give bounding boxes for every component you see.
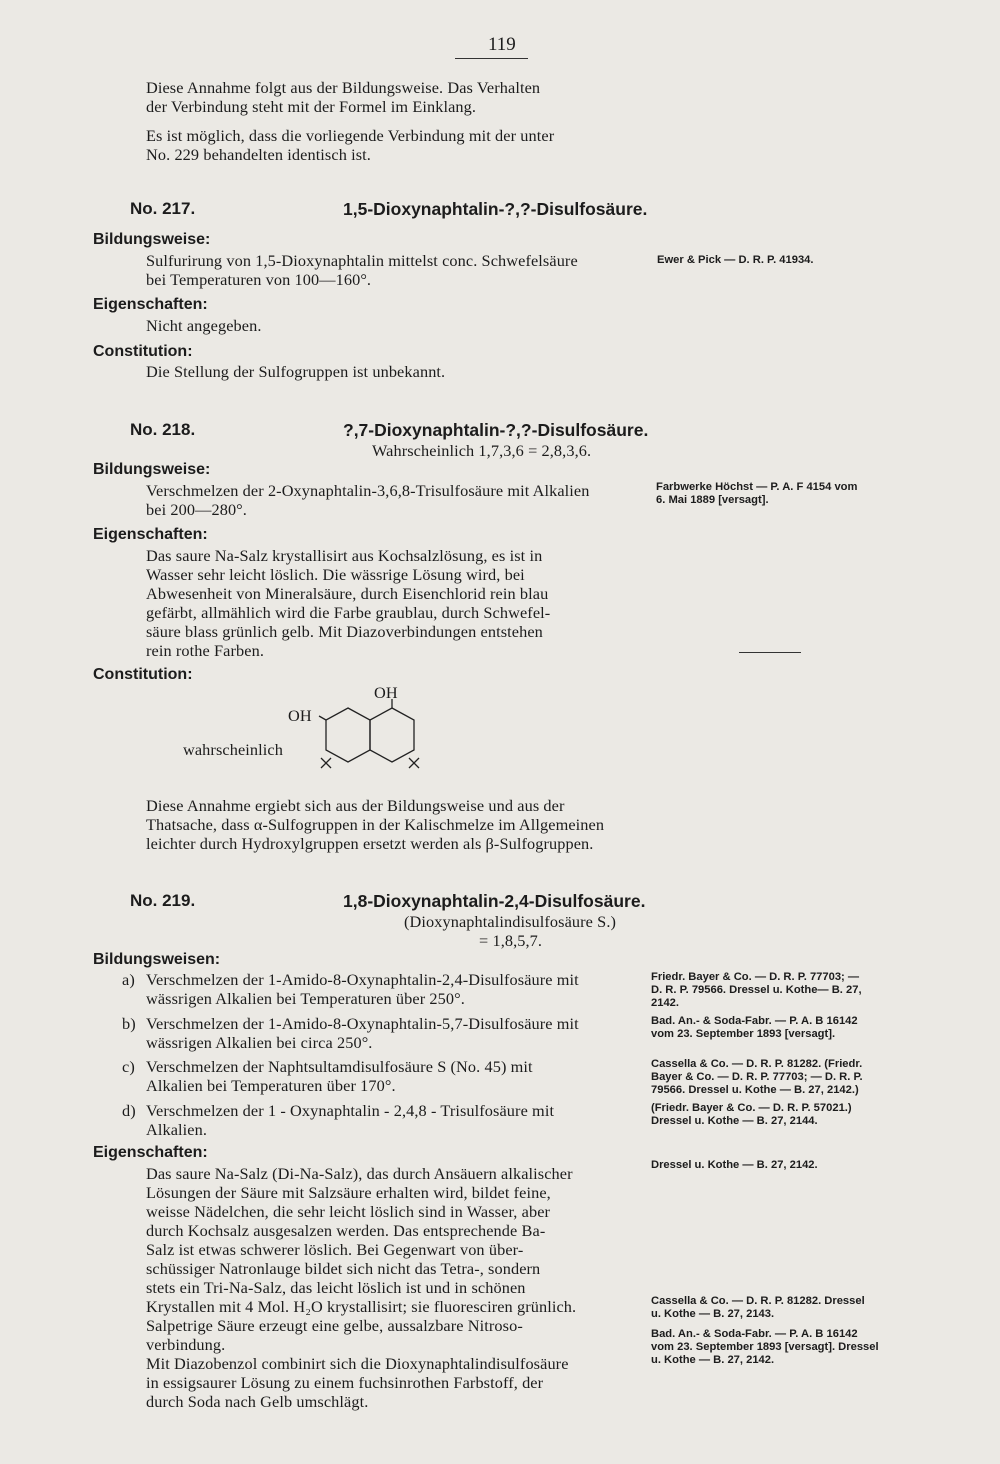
entry-title: ?,7-Dioxynaphtalin-?,?-Disulfosäure. <box>343 420 649 440</box>
body-line: Alkalien bei Temperaturen über 170°. <box>146 1076 396 1095</box>
body-line: Mit Diazobenzol combinirt sich die Dioxynaphtalindisulfosäure <box>146 1354 569 1373</box>
oh-label: OH <box>288 706 312 725</box>
side-reference: Bayer & Co. — D. R. P. 77703; — D. R. P. <box>651 1071 863 1083</box>
body-line: Das saure Na-Salz (Di-Na-Salz), das durch Ansäuern alkalischer <box>146 1164 573 1183</box>
body-line: Wasser sehr leicht löslich. Die wässrige Lösung wird, bei <box>146 565 525 584</box>
intro-line: der Verbindung steht mit der Formel im Einklang. <box>146 97 477 116</box>
side-reference: 79566. Dressel u. Kothe — B. 27, 2142.) <box>651 1084 859 1096</box>
body-line: Nicht angegeben. <box>146 316 262 335</box>
body-line: bei 200—280°. <box>146 500 247 519</box>
entry-subtitle: = 1,8,5,7. <box>479 931 543 950</box>
page-number-rule <box>455 58 528 59</box>
list-marker: b) <box>122 1014 136 1033</box>
intro-line: No. 229 behandelten identisch ist. <box>146 145 371 164</box>
side-reference: Bad. An.- & Soda-Fabr. — P. A. B 16142 <box>651 1328 858 1340</box>
body-line: Lösungen der Säure mit Salzsäure erhalten wird, bildet feine, <box>146 1183 551 1202</box>
body-line: leichter durch Hydroxylgruppen ersetzt werden als β-Sulfogruppen. <box>146 834 594 853</box>
short-rule <box>739 652 801 653</box>
side-reference: 2142. <box>651 997 679 1009</box>
section-heading: Bildungsweisen: <box>93 951 221 968</box>
body-line: Verschmelzen der 1-Amido-8-Oxynaphtalin-5,7-Disulfosäure mit <box>146 1014 579 1033</box>
body-line: Abwesenheit von Mineralsäure, durch Eisenchlorid rein blau <box>146 584 549 603</box>
list-marker: a) <box>122 970 135 989</box>
body-line: Krystallen mit 4 Mol. H₂O krystallisirt; sie fluoresciren grünlich. <box>146 1297 577 1316</box>
list-marker: d) <box>122 1101 136 1120</box>
entry-number: No. 217. <box>130 199 196 218</box>
side-reference: Dressel u. Kothe — B. 27, 2144. <box>651 1115 818 1127</box>
oh-label: OH <box>374 683 398 702</box>
side-reference: Cassella & Co. — D. R. P. 81282. (Friedr. <box>651 1058 863 1070</box>
side-reference: 6. Mai 1889 [versagt]. <box>656 494 769 506</box>
side-reference: vom 23. September 1893 [versagt]. <box>651 1028 836 1040</box>
list-marker: c) <box>122 1057 135 1076</box>
side-reference: vom 23. September 1893 [versagt]. Dressel <box>651 1341 879 1353</box>
body-line: Verschmelzen der 1-Amido-8-Oxynaphtalin-2,4-Disulfosäure mit <box>146 970 579 989</box>
body-line: bei Temperaturen von 100—160°. <box>146 270 372 289</box>
structure-label: wahrscheinlich <box>183 740 283 759</box>
body-line: Alkalien. <box>146 1120 208 1139</box>
body-line: in essigsaurer Lösung zu einem fuchsinrothen Farbstoff, der <box>146 1373 544 1392</box>
entry-number: No. 218. <box>130 420 196 439</box>
body-line: schüssiger Natronlauge bildet sich nicht das Tetra-, sondern <box>146 1259 541 1278</box>
section-heading: Eigenschaften: <box>93 526 208 543</box>
page-number: 119 <box>488 34 516 55</box>
side-reference: (Friedr. Bayer & Co. — D. R. P. 57021.) <box>651 1102 852 1114</box>
side-reference: u. Kothe — B. 27, 2143. <box>651 1308 775 1320</box>
section-heading: Eigenschaften: <box>93 1144 208 1161</box>
body-line: Verschmelzen der Naphtsultamdisulfosäure S (No. 45) mit <box>146 1057 533 1076</box>
entry-subtitle: Wahrscheinlich 1,7,3,6 = 2,8,3,6. <box>372 441 592 460</box>
side-reference: Farbwerke Höchst — P. A. F 4154 vom <box>656 481 858 493</box>
body-line: stets ein Tri-Na-Salz, das leicht löslich ist und in schönen <box>146 1278 526 1297</box>
body-line: Verschmelzen der 2-Oxynaphtalin-3,6,8-Trisulfosäure mit Alkalien <box>146 481 590 500</box>
entry-number: No. 219. <box>130 891 196 910</box>
entry-title: 1,5-Dioxynaphtalin-?,?-Disulfosäure. <box>343 199 648 219</box>
body-line: wässrigen Alkalien bei Temperaturen über 250°. <box>146 989 465 1008</box>
body-line: verbindung. <box>146 1335 226 1354</box>
body-line: weisse Nädelchen, die sehr leicht löslich sind in Wasser, aber <box>146 1202 551 1221</box>
body-line: Verschmelzen der 1 - Oxynaphtalin - 2,4,8 - Trisulfosäure mit <box>146 1101 555 1120</box>
body-line: rein rothe Farben. <box>146 641 264 660</box>
side-reference: u. Kothe — B. 27, 2142. <box>651 1354 775 1366</box>
body-line: Diese Annahme ergiebt sich aus der Bildungsweise und aus der <box>146 796 565 815</box>
section-heading: Bildungsweise: <box>93 231 211 248</box>
side-reference: Ewer & Pick — D. R. P. 41934. <box>657 254 814 266</box>
body-line: wässrigen Alkalien bei circa 250°. <box>146 1033 373 1052</box>
intro-line: Diese Annahme folgt aus der Bildungsweise. Das Verhalten <box>146 78 541 97</box>
body-line: Das saure Na-Salz krystallisirt aus Kochsalzlösung, es ist in <box>146 546 543 565</box>
body-line: Salpetrige Säure erzeugt eine gelbe, aussalzbare Nitroso- <box>146 1316 523 1335</box>
side-reference: Dressel u. Kothe — B. 27, 2142. <box>651 1159 818 1171</box>
body-line: durch Soda nach Gelb umschlägt. <box>146 1392 369 1411</box>
entry-subtitle: (Dioxynaphtalindisulfosäure S.) <box>404 912 617 931</box>
side-reference: Friedr. Bayer & Co. — D. R. P. 77703; — <box>651 971 860 983</box>
intro-line: Es ist möglich, dass die vorliegende Verbindung mit der unter <box>146 126 555 145</box>
body-line: Die Stellung der Sulfogruppen ist unbekannt. <box>146 362 446 381</box>
section-heading: Constitution: <box>93 666 193 683</box>
section-heading: Bildungsweise: <box>93 461 211 478</box>
body-line: durch Kochsalz ausgesalzen werden. Das entsprechende Ba- <box>146 1221 546 1240</box>
body-line: Sulfurirung von 1,5-Dioxynaphtalin mittelst conc. Schwefelsäure <box>146 251 578 270</box>
body-line: säure blass grünlich gelb. Mit Diazoverbindungen entstehen <box>146 622 543 641</box>
side-reference: Cassella & Co. — D. R. P. 81282. Dressel <box>651 1295 865 1307</box>
side-reference: Bad. An.- & Soda-Fabr. — P. A. B 16142 <box>651 1015 858 1027</box>
section-heading: Constitution: <box>93 343 193 360</box>
entry-title: 1,8-Dioxynaphtalin-2,4-Disulfosäure. <box>343 891 646 911</box>
body-line: Salz ist etwas schwerer löslich. Bei Gegenwart von über- <box>146 1240 524 1259</box>
body-line: Thatsache, dass α-Sulfogruppen in der Kalischmelze im Allgemeinen <box>146 815 605 834</box>
side-reference: D. R. P. 79566. Dressel u. Kothe— B. 27, <box>651 984 862 996</box>
section-heading: Eigenschaften: <box>93 296 208 313</box>
body-line: gefärbt, allmählich wird die Farbe graublau, durch Schwefel- <box>146 603 551 622</box>
naphthalene-structure <box>300 695 430 785</box>
